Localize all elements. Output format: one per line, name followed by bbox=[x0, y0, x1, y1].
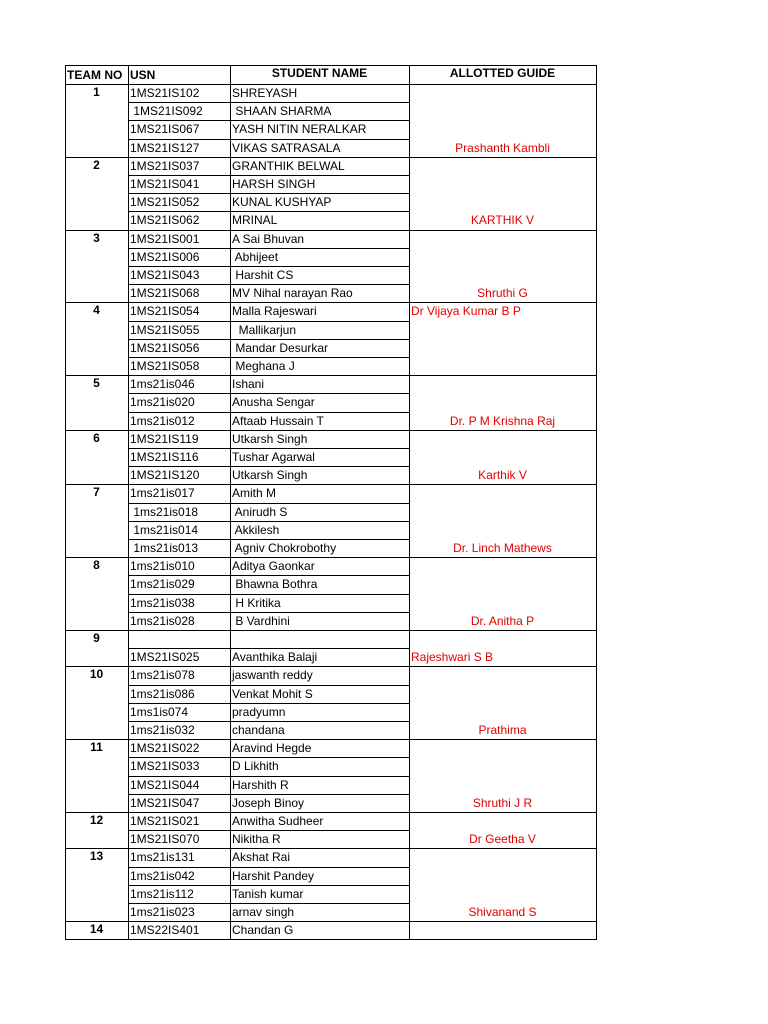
usn-cell: 1MS21IS068 bbox=[130, 286, 200, 301]
usn-cell: 1MS21IS056 bbox=[130, 340, 200, 355]
team-separator bbox=[65, 739, 597, 740]
student-name-cell: Harshit Pandey bbox=[232, 868, 315, 883]
allotted-guide-cell: Karthik V bbox=[478, 468, 527, 483]
allotted-guide-cell: KARTHIK V bbox=[470, 213, 535, 228]
usn-cell: 1MS21IS006 bbox=[130, 249, 200, 264]
usn-cell: 1MS21IS044 bbox=[130, 777, 200, 792]
allotted-guide-cell: Dr. P M Krishna Raj bbox=[449, 413, 556, 428]
team-separator bbox=[65, 812, 597, 813]
row-divider bbox=[128, 139, 409, 140]
team-number: 1 bbox=[93, 85, 100, 99]
row-divider bbox=[128, 266, 409, 267]
usn-cell: 1ms21is038 bbox=[130, 595, 195, 610]
usn-cell: 1MS21IS120 bbox=[130, 468, 200, 483]
usn-cell: 1ms21is020 bbox=[130, 395, 195, 410]
usn-cell: 1MS21IS022 bbox=[130, 741, 200, 756]
row-divider bbox=[128, 776, 409, 777]
page-bottom-area bbox=[0, 941, 768, 1024]
student-name-cell: Nikitha R bbox=[232, 832, 281, 847]
header-student-name: STUDENT NAME bbox=[271, 66, 368, 80]
student-name-cell: GRANTHIK BELWAL bbox=[232, 158, 345, 173]
row-divider bbox=[128, 685, 409, 686]
row-divider bbox=[128, 612, 409, 613]
header-bottom-border bbox=[65, 84, 597, 85]
row-divider bbox=[128, 120, 409, 121]
row-divider bbox=[128, 503, 409, 504]
row-divider bbox=[128, 539, 409, 540]
team-separator bbox=[65, 666, 597, 667]
usn-cell: 1MS21IS055 bbox=[130, 322, 200, 337]
allotted-guide-cell: Dr. Anitha P bbox=[470, 613, 535, 628]
allotted-guide-cell: Shruthi G bbox=[477, 286, 528, 301]
row-divider bbox=[128, 885, 409, 886]
border-usn bbox=[128, 65, 129, 939]
student-name-cell: Anirudh S bbox=[232, 504, 288, 519]
usn-cell: 1MS21IS037 bbox=[130, 158, 200, 173]
border-right bbox=[596, 65, 597, 939]
team-separator bbox=[65, 557, 597, 558]
student-name-cell: Avanthika Balaji bbox=[232, 650, 318, 665]
usn-cell: 1MS21IS067 bbox=[130, 122, 200, 137]
team-separator bbox=[65, 484, 597, 485]
row-divider bbox=[128, 721, 409, 722]
student-name-cell: SHAAN SHARMA bbox=[232, 104, 332, 119]
student-name-cell: KUNAL KUSHYAP bbox=[232, 195, 332, 210]
row-divider bbox=[128, 575, 409, 576]
usn-cell: 1MS21IS062 bbox=[130, 213, 200, 228]
student-name-cell: Utkarsh Singh bbox=[232, 431, 308, 446]
team-number: 14 bbox=[89, 922, 104, 937]
row-divider bbox=[128, 412, 409, 413]
usn-cell: 1MS21IS041 bbox=[130, 177, 200, 191]
team-number: 3 bbox=[93, 230, 100, 245]
team-number: 2 bbox=[93, 157, 100, 172]
header-allotted-guide: ALLOTTED GUIDE bbox=[449, 66, 556, 80]
student-name-cell: Mallikarjun bbox=[232, 322, 297, 337]
usn-cell: 1ms21is013 bbox=[130, 541, 199, 555]
usn-cell: 1MS21IS043 bbox=[130, 268, 200, 282]
allotted-guide-cell: Prashanth Kambli bbox=[455, 140, 550, 155]
row-divider bbox=[128, 448, 409, 449]
usn-cell: 1ms21is032 bbox=[130, 723, 195, 737]
team-separator bbox=[65, 848, 597, 849]
student-name-cell: chandana bbox=[232, 723, 285, 737]
student-name-cell: Bhawna Bothra bbox=[232, 577, 318, 592]
team-separator bbox=[65, 921, 597, 922]
team-number: 9 bbox=[93, 631, 100, 645]
student-name-cell: YASH NITIN NERALKAR bbox=[232, 122, 367, 137]
usn-cell: 1MS21IS058 bbox=[130, 359, 200, 373]
row-divider bbox=[128, 248, 409, 249]
team-number: 7 bbox=[93, 485, 100, 500]
usn-cell: 1MS21IS047 bbox=[130, 795, 200, 810]
allotted-guide-cell: Rajeshwari S B bbox=[411, 650, 494, 665]
student-name-cell: Utkarsh Singh bbox=[232, 468, 308, 483]
allotted-guide-cell: Shruthi J R bbox=[472, 795, 533, 810]
student-name-cell: B Vardhini bbox=[232, 613, 290, 628]
student-name-cell: Joseph Binoy bbox=[232, 795, 305, 810]
usn-cell: 1ms21is012 bbox=[130, 413, 195, 428]
row-divider bbox=[128, 357, 409, 358]
usn-cell: 1ms21is112 bbox=[130, 886, 194, 901]
student-name-cell: Anusha Sengar bbox=[232, 395, 315, 410]
team-number: 6 bbox=[93, 430, 100, 445]
team-separator bbox=[65, 302, 597, 303]
row-divider bbox=[128, 193, 409, 194]
row-divider bbox=[128, 794, 409, 795]
student-name-cell: pradyumn bbox=[232, 704, 286, 719]
usn-cell: 1ms21is014 bbox=[130, 522, 199, 537]
student-name-cell: Ishani bbox=[232, 377, 265, 392]
border-guide bbox=[409, 65, 410, 939]
row-divider bbox=[128, 175, 409, 176]
usn-cell: 1ms21is018 bbox=[130, 504, 199, 519]
usn-cell: 1MS21IS116 bbox=[130, 450, 199, 464]
allotted-guide-cell: Dr Vijaya Kumar B P bbox=[411, 304, 521, 319]
usn-cell: 1ms21is028 bbox=[130, 613, 195, 628]
row-divider bbox=[128, 830, 409, 831]
usn-cell: 1MS21IS054 bbox=[130, 304, 200, 319]
usn-cell: 1ms21is046 bbox=[130, 377, 195, 392]
student-name-cell: MV Nihal narayan Rao bbox=[232, 286, 353, 301]
student-name-cell: Meghana J bbox=[232, 359, 295, 373]
team-separator bbox=[65, 375, 597, 376]
student-name-cell: Malla Rajeswari bbox=[232, 304, 317, 319]
student-name-cell: Harshith R bbox=[232, 777, 289, 792]
header-usn: USN bbox=[130, 68, 156, 82]
header-team-no: TEAM NO bbox=[67, 68, 123, 82]
usn-cell: 1ms21is017 bbox=[130, 486, 195, 501]
usn-cell: 1ms21is023 bbox=[130, 905, 195, 919]
usn-cell: 1MS21IS092 bbox=[130, 104, 203, 119]
row-divider bbox=[128, 321, 409, 322]
usn-cell: 1MS21IS025 bbox=[130, 650, 200, 665]
usn-cell: 1MS22IS401 bbox=[130, 923, 200, 938]
row-divider bbox=[128, 339, 409, 340]
row-divider bbox=[128, 703, 409, 704]
usn-cell: 1MS21IS001 bbox=[130, 231, 200, 246]
student-name-cell: H Kritika bbox=[232, 595, 281, 610]
student-name-cell: D Likhith bbox=[232, 759, 279, 774]
team-separator bbox=[65, 939, 597, 940]
team-number: 4 bbox=[93, 303, 100, 318]
student-name-cell: Agniv Chokrobothy bbox=[232, 541, 337, 555]
student-name-cell: SHREYASH bbox=[232, 86, 298, 100]
student-name-cell: Akkilesh bbox=[232, 522, 280, 537]
student-name-cell: Tushar Agarwal bbox=[232, 450, 315, 464]
team-number: 8 bbox=[93, 558, 100, 573]
usn-cell: 1MS21IS119 bbox=[130, 431, 199, 446]
team-number: 13 bbox=[89, 849, 104, 864]
usn-cell: 1ms1is074 bbox=[130, 704, 189, 719]
row-divider bbox=[128, 648, 409, 649]
allotted-guide-cell: Prathima bbox=[478, 723, 527, 737]
usn-cell: 1MS21IS127 bbox=[130, 140, 200, 155]
row-divider bbox=[128, 393, 409, 394]
allotted-guide-cell: Dr Geetha V bbox=[469, 832, 536, 847]
team-number: 10 bbox=[89, 667, 104, 682]
row-divider bbox=[128, 211, 409, 212]
allotted-guide-cell: Shivanand S bbox=[468, 905, 537, 919]
row-divider bbox=[128, 284, 409, 285]
student-name-cell: Amith M bbox=[232, 486, 277, 501]
usn-cell: 1ms21is042 bbox=[130, 868, 195, 883]
usn-cell: 1ms21is078 bbox=[130, 668, 195, 683]
usn-cell: 1MS21IS033 bbox=[130, 759, 200, 774]
student-name-cell: Tanish kumar bbox=[232, 886, 304, 901]
student-name-cell: Mandar Desurkar bbox=[232, 340, 329, 355]
team-number: 11 bbox=[90, 740, 103, 755]
usn-cell: 1ms21is131 bbox=[130, 850, 195, 865]
student-name-cell: Chandan G bbox=[232, 923, 294, 938]
student-name-cell: Aravind Hegde bbox=[232, 741, 312, 756]
border-left bbox=[65, 65, 66, 939]
team-number: 5 bbox=[93, 376, 100, 391]
row-divider bbox=[128, 867, 409, 868]
row-divider bbox=[128, 594, 409, 595]
student-name-cell: Aftaab Hussain T bbox=[232, 413, 324, 428]
row-divider bbox=[128, 903, 409, 904]
student-name-cell: Abhijeet bbox=[232, 249, 279, 264]
row-divider bbox=[128, 521, 409, 522]
student-name-cell: arnav singh bbox=[232, 905, 295, 919]
usn-cell: 1ms21is029 bbox=[130, 577, 195, 592]
student-name-cell: Harshit CS bbox=[232, 268, 294, 282]
row-divider bbox=[128, 102, 409, 103]
student-name-cell: MRINAL bbox=[232, 213, 278, 228]
usn-cell: 1MS21IS052 bbox=[130, 195, 200, 210]
usn-cell: 1MS21IS102 bbox=[130, 86, 200, 100]
student-name-cell: HARSH SINGH bbox=[232, 177, 316, 191]
usn-cell: 1MS21IS021 bbox=[130, 814, 200, 828]
student-name-cell: Akshat Rai bbox=[232, 850, 291, 865]
student-name-cell: Aditya Gaonkar bbox=[232, 559, 315, 574]
student-name-cell: jaswanth reddy bbox=[232, 668, 313, 683]
usn-cell: 1ms21is086 bbox=[130, 686, 195, 701]
team-number: 12 bbox=[89, 813, 104, 827]
student-name-cell: VIKAS SATRASALA bbox=[232, 140, 341, 155]
border-name bbox=[230, 65, 231, 939]
row-divider bbox=[128, 757, 409, 758]
team-separator bbox=[65, 630, 597, 631]
student-name-cell: A Sai Bhuvan bbox=[232, 231, 305, 246]
allotted-guide-cell: Dr. Linch Mathews bbox=[453, 541, 552, 555]
usn-cell: 1ms21is010 bbox=[130, 559, 195, 574]
student-name-cell: Venkat Mohit S bbox=[232, 686, 313, 701]
student-name-cell: Anwitha Sudheer bbox=[232, 814, 324, 828]
row-divider bbox=[128, 466, 409, 467]
usn-cell: 1MS21IS070 bbox=[130, 832, 200, 847]
